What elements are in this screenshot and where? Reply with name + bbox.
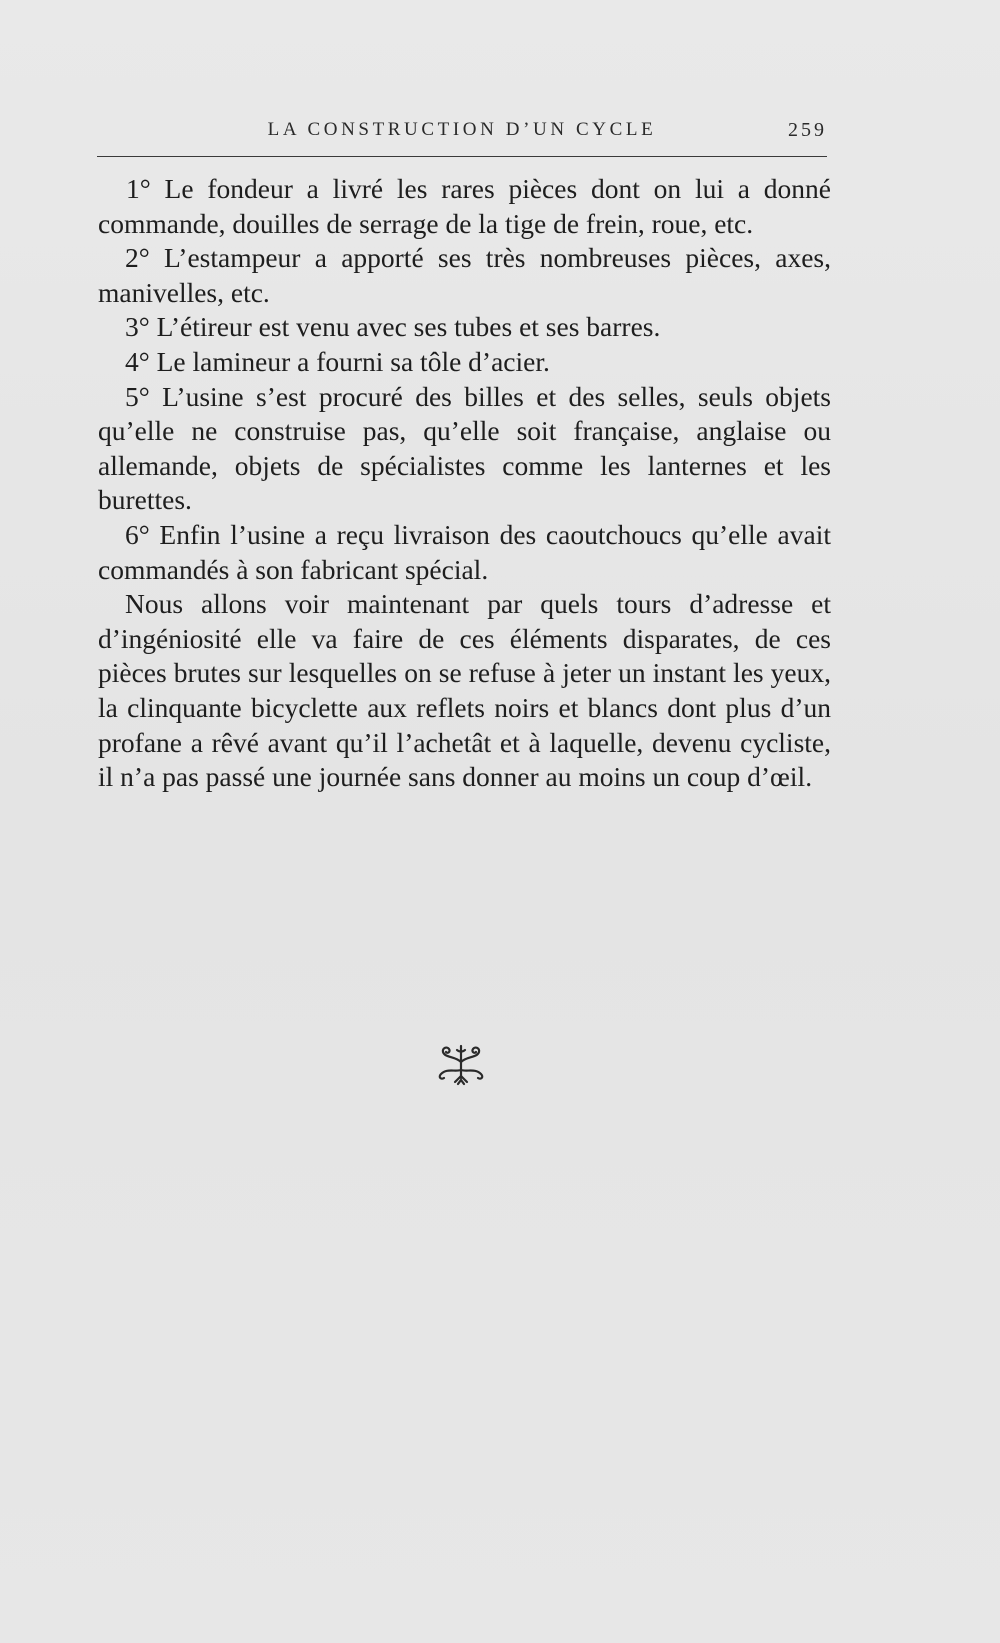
body-text: [98, 172, 831, 795]
fleuron-ornament-graphic: [433, 1042, 489, 1088]
paragraph-item-2: 2° L’estampeur a apporté ses très nombreuses pièces, axes, manivelles, etc.: [98, 242, 831, 308]
page-number: 259: [788, 119, 827, 141]
header-rule: [97, 156, 827, 157]
paragraph-item-6: 6° Enfin l’usine a reçu livraison des caoutchoucs qu’elle avait commandés à son fabricant spécial.: [98, 518, 831, 585]
paragraph-item-4: 4° Le lamineur a fourni sa tôle d’acier.: [125, 345, 550, 377]
paragraph-item-1: 1° Le fondeur a livré les rares pièces dont on lui a donné commande, douilles de serrage de la tige de frein, roue, etc.: [98, 173, 831, 239]
running-head: [97, 116, 827, 146]
fleuron-tailpiece-icon: [433, 1042, 489, 1088]
paragraph-item-3: 3° L’étireur est venu avec ses tubes et ses barres.: [125, 311, 661, 343]
paragraph-item-5: 5° L’usine s’est procuré des billes et des selles, seuls objets qu’elle ne construise pas, qu’elle soit française, anglaise ou allemande, objets de spécialistes comme les lanternes et les burettes.: [98, 380, 831, 516]
paragraph-closing: Nous allons voir maintenant par quels tours d’adresse et d’ingéniosité elle va faire de ces éléments disparates, de ces pièces brutes sur lesquelles on se refuse à jeter un instant les yeux, la clinquante bicyclette aux reflets noirs et blancs dont plus d’un profane a rêvé avant qu’il l’achetât et à laquelle, devenu cycliste, il n’a pas passé une journée sans donner au moins un coup d’œil.: [98, 588, 831, 793]
running-title: LA CONSTRUCTION D’UN CYCLE: [267, 119, 657, 140]
